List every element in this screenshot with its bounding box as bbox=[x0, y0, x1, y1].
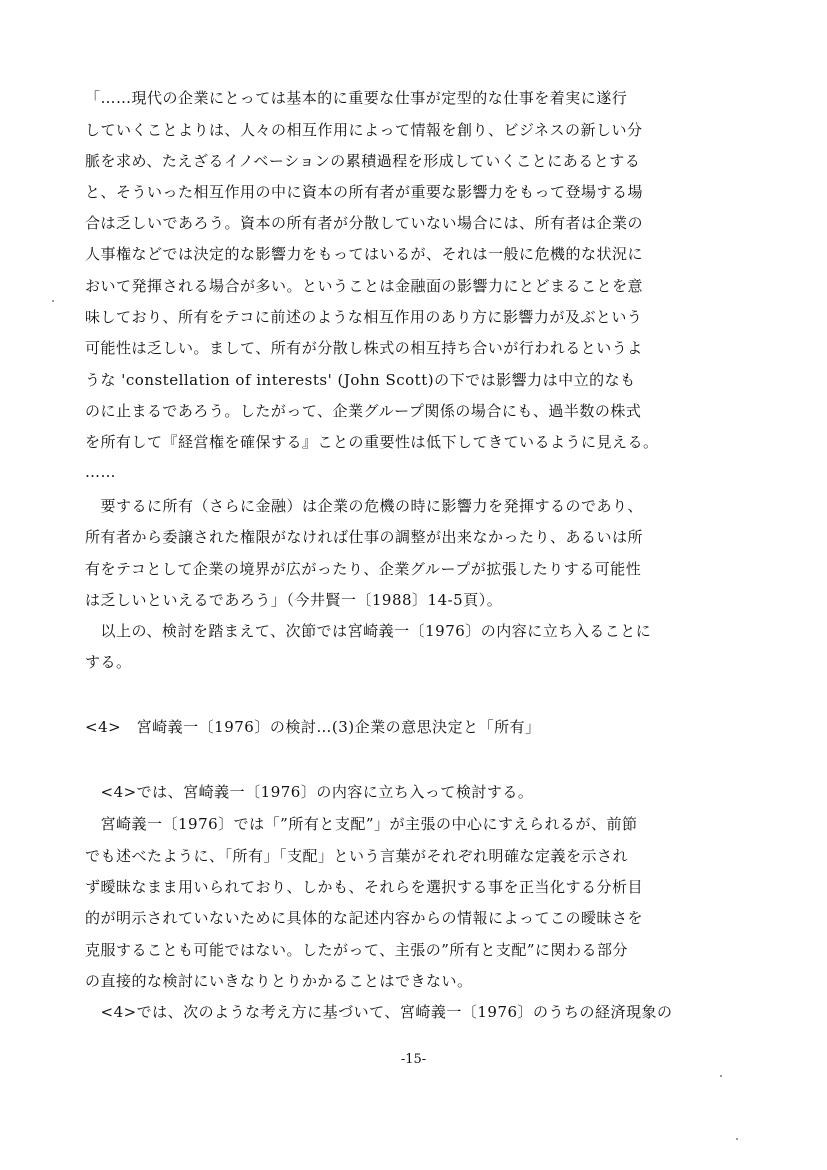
text-line: 脈を求め、たえざるイノベーションの累積過程を形成していくことにあるとする bbox=[85, 152, 641, 170]
text-line: …… bbox=[85, 463, 116, 481]
text-line: 以上の、検討を踏まえて、次節では宮崎義一〔1976〕の内容に立ち入ることに bbox=[85, 622, 652, 640]
text-line: していくことよりは、人々の相互作用によって情報を創り、ビジネスの新しい分 bbox=[85, 121, 643, 139]
text-line: 「……現代の企業にとっては基本的に重要な仕事が定型的な仕事を着実に遂行 bbox=[85, 89, 628, 107]
text-line: うな 'constellation of interests' (John Scott)の下では影響力は中立的なも bbox=[85, 371, 636, 389]
text-line: する。 bbox=[85, 653, 132, 671]
scan-speck bbox=[736, 1138, 738, 1140]
text-line: 的が明示されていないために具体的な記述内容からの情報によってこの曖昧さを bbox=[85, 909, 644, 927]
text-line: と、そういった相互作用の中に資本の所有者が重要な影響力をもって登場する場 bbox=[85, 183, 644, 201]
text-line: のに止まるであろう。したがって、企業グループ関係の場合にも、過半数の株式 bbox=[85, 402, 642, 420]
text-line: ず曖昧なまま用いられており、しかも、それらを選択する事を正当化する分析目 bbox=[85, 878, 644, 896]
text-line: 宮崎義一〔1976〕では「”所有と支配”」が主張の中心にすえられるが、前節 bbox=[85, 815, 638, 833]
text-line: おいて発揮される場合が多い。ということは金融面の影響力にとどまることを意 bbox=[85, 277, 644, 295]
text-line: 克服することも可能ではない。したがって、主張の”所有と支配”に関わる部分 bbox=[85, 941, 629, 959]
text-line: 人事権などでは決定的な影響力をもってはいるが、それは一般に危機的な状況に bbox=[85, 245, 644, 263]
text-line: を所有して『経営権を確保する』ことの重要性は低下してきているように見える。 bbox=[85, 433, 659, 451]
text-line: 要するに所有（さらに金融）は企業の危機の時に影響力を発揮するのであり、 bbox=[85, 497, 644, 515]
text-line: は乏しいといえるであろう」（今井賢一〔1988〕14-5頁）。 bbox=[85, 591, 503, 609]
text-line: <4>では、宮崎義一〔1976〕の内容に立ち入って検討する。 bbox=[85, 783, 534, 801]
page-number: -15- bbox=[400, 1052, 427, 1067]
scan-speck bbox=[52, 300, 54, 302]
text-line: 合は乏しいであろう。資本の所有者が分散していない場合には、所有者は企業の bbox=[85, 214, 644, 232]
text-line: 有をテコとして企業の境界が広がったり、企業グループが拡張したりする可能性 bbox=[85, 560, 642, 578]
text-line: 可能性は乏しい。まして、所有が分散し株式の相互持ち合いが行われるというよ bbox=[85, 339, 643, 357]
section-heading: <4> 宮崎義一〔1976〕の検討…(3)企業の意思決定と「所有」 bbox=[85, 718, 541, 736]
text-line: <4>では、次のような考え方に基づいて、宮崎義一〔1976〕のうちの経済現象の bbox=[85, 1003, 673, 1021]
text-line: 所有者から委譲された権限がなければ仕事の調整が出来なかったり、あるいは所 bbox=[85, 528, 644, 546]
text-line: の直接的な検討にいきなりとりかかることはできない。 bbox=[85, 972, 473, 990]
text-line: でも述べたように、「所有」「支配」という言葉がそれぞれ明確な定義を示され bbox=[85, 847, 629, 865]
text-line: 味しており、所有をテコに前述のような相互作用のあり方に影響力が及ぶという bbox=[85, 308, 643, 326]
scan-speck bbox=[720, 1075, 722, 1077]
